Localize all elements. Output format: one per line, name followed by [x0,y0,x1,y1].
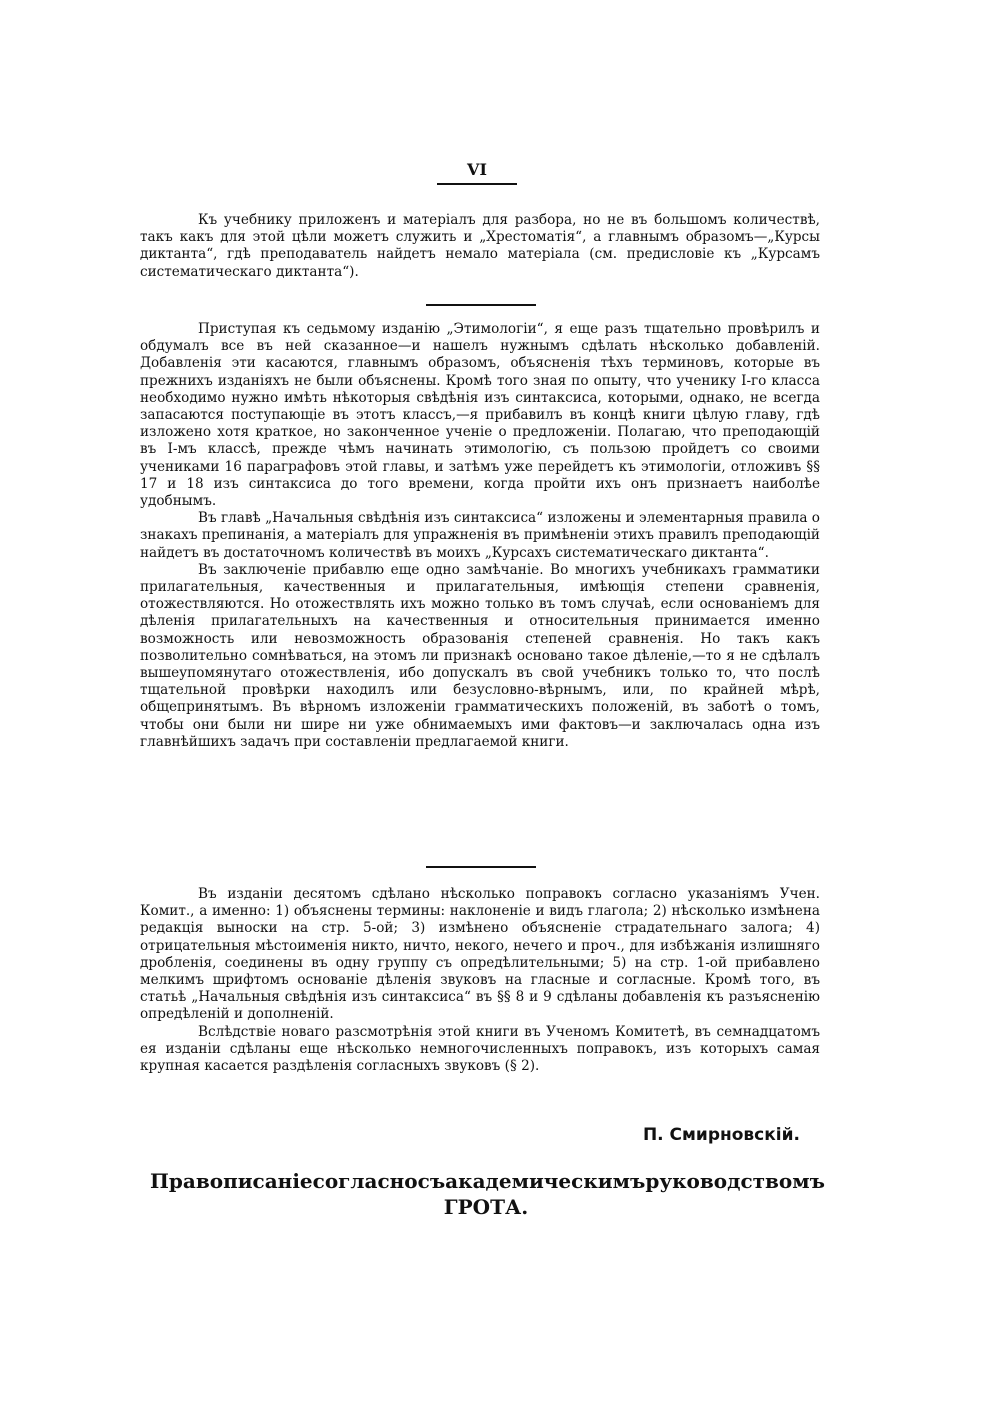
orthography-word: согласно [312,1169,418,1193]
orthography-word: съ [417,1169,446,1193]
author-signature: П. Смирновскій. [642,1125,800,1145]
section-2-paragraph-3: Въ заключеніе прибавлю еще одно замѣчаніе. Во многихъ учебникахъ грамматики прилагательныя, качественныя и прилагательныя, имѣющія степени сравненія, отожествляются. Но отожествлять ихъ можно только въ томъ случаѣ, если основаніемъ для дѣленія прилагательныхъ на качественныя и относительныя принимается именно возможность или невозможность образованія степеней сравненія. Но такъ какъ позволительно сомнѣваться, на этомъ ли признакѣ основано такое дѣленіе,—то я не сдѣлалъ вышеупомянутаго отожествленія, ибо допускалъ въ свой учебникъ только то, что послѣ тщательной провѣрки находилъ или безусловно-вѣрнымъ, или, по крайней мѣрѣ, общепринятымъ. Въ вѣрномъ изложеніи грамматическихъ положеній, въ заботѣ о томъ, чтобы они были ни шире ни уже обнимаемыхъ ими фактовъ—и заключалась одна изъ главнѣйшихъ задачъ при составленіи предлагаемой книги. [140,561,820,750]
orthography-note [150,1168,825,1220]
orthography-note-line-1 [150,1168,825,1194]
section-3 [140,886,820,1075]
section-2-paragraph-1: Приступая къ седьмому изданію „Этимологіи“, я еще разъ тщательно провѣрилъ и обдумалъ все въ ней сказанное—и нашелъ нужнымъ сдѣлать нѣсколько добавленій. Добавленія эти касаются, главнымъ образомъ, объясненія тѣхъ терминовъ, которые въ прежнихъ изданіяхъ не были объяснены. Кромѣ того зная по опыту, что ученику I-го класса необходимо нужно имѣть нѣкоторыя свѣдѣнія изъ синтаксиса, которыми, однако, не всегда запасаются поступающіе въ этотъ классъ,—я прибавилъ въ концѣ книги цѣлую главу, гдѣ изложено хотя краткое, но законченное ученіе о предложеніи. Полагаю, что преподающій въ I-мъ классѣ, прежде чѣмъ начинать этимологію, съ пользою пройдетъ со своими учениками 16 параграфовъ этой главы, и затѣмъ уже перейдетъ къ этимологіи, отложивъ §§ 17 и 18 изъ синтаксиса до того времени, когда пройти ихъ онъ признаетъ наиболѣе удобнымъ. [140,321,820,510]
section-1 [140,212,820,281]
section-divider-2 [426,866,536,868]
orthography-word: руководствомъ [645,1169,825,1193]
section-1-paragraph-1: Къ учебнику приложенъ и матеріалъ для разбора, но не въ большомъ количествѣ, такъ какъ для этой цѣли можетъ служить и „Хрестоматія“, а главнымъ образомъ—„Курсы диктанта“, гдѣ преподаватель найдетъ немало матеріала (см. предисловіе къ „Курсамъ систематическаго диктанта“). [140,212,820,280]
section-3-paragraph-2: Вслѣдствіе новаго разсмотрѣнія этой книги въ Ученомъ Комитетѣ, въ семнадцатомъ ея изданіи сдѣланы еще нѣсколько немногочисленныхъ поправокъ, изъ которыхъ самая крупная касается раздѣленія согласныхъ звуковъ (§ 2). [140,1023,820,1075]
orthography-word: Правописаніе [150,1169,313,1193]
section-3-paragraph-1: Въ изданіи десятомъ сдѣлано нѣсколько поправокъ согласно указаніямъ Учен. Комит., а именно: 1) объяснены термины: наклоненіе и видъ глагола; 2) нѣсколько измѣнена редакція выноски на стр. 5-ой; 3) измѣнено объясненіе страдательнаго залога; 4) отрицательныя мѣстоименія никто, ничто, некого, нечего и проч., для избѣжанія излишняго дробленія, соединены въ одну группу съ опредѣлительными; 5) на стр. 1-ой прибавлено мелкимъ шрифтомъ основаніе дѣленія звуковъ на гласные и согласные. Кромѣ того, въ статьѣ „Начальныя свѣдѣнія изъ синтаксиса“ въ §§ 8 и 9 сдѣланы добавленія къ разъясненію опредѣленій и дополненій. [140,886,820,1023]
orthography-note-line-2: ГРОТА. [443,1195,529,1219]
section-divider-1 [426,304,536,306]
page-number-rule [437,183,517,185]
section-2-paragraph-2: Въ главѣ „Начальныя свѣдѣнія изъ синтаксиса“ изложены и элементарныя правила о знакахъ препинанія, а матеріалъ для упражненія въ примѣненіи этихъ правилъ преподающій найдетъ въ достаточномъ количествѣ въ моихъ „Курсахъ систематическаго диктанта“. [140,510,820,561]
page-number: VI [467,160,487,179]
section-2 [140,321,820,751]
orthography-word: академическимъ [445,1169,646,1193]
